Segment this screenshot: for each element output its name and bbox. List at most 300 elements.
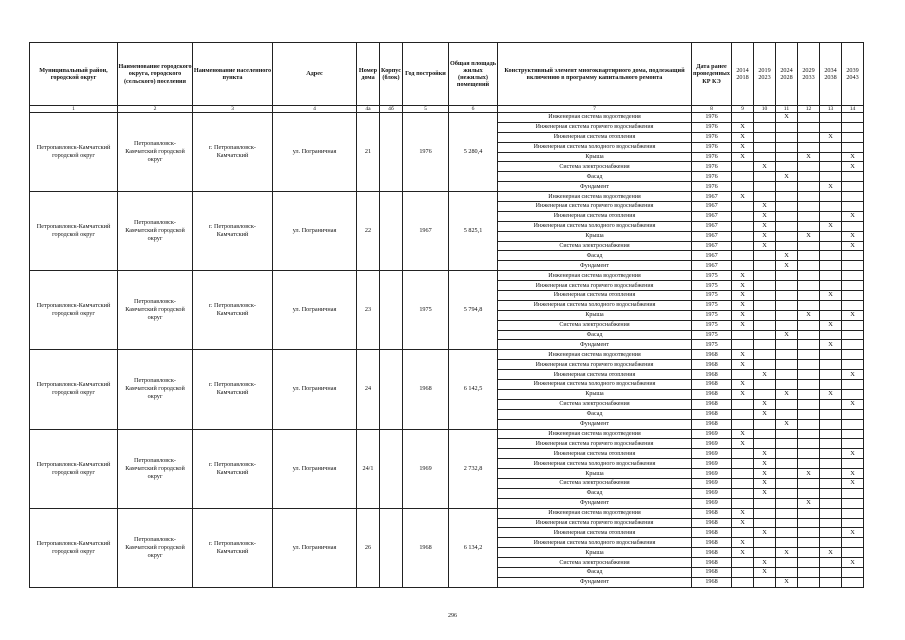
period-mark-cell: X (754, 241, 776, 251)
period-mark-cell (776, 429, 798, 439)
period-mark-cell: X (754, 488, 776, 498)
element-name-cell: Инженерная система холодного водоснабжения (498, 221, 692, 231)
period-mark-cell (776, 558, 798, 568)
period-mark-cell (776, 271, 798, 281)
period-mark-cell (842, 548, 864, 558)
period-mark-cell (798, 320, 820, 330)
period-mark-cell: X (776, 113, 798, 123)
period-mark-cell (798, 162, 820, 172)
period-mark-cell (776, 182, 798, 192)
period-mark-cell (776, 320, 798, 330)
period-mark-cell: X (776, 172, 798, 182)
element-name-cell: Система электроснабжения (498, 478, 692, 488)
column-index-cell: 8 (692, 106, 732, 113)
block-cell (380, 350, 403, 429)
element-name-cell: Инженерная система водоотведения (498, 508, 692, 518)
prior-repair-cell: 1975 (692, 291, 732, 301)
period-mark-cell (842, 192, 864, 202)
column-index-cell: 4а (357, 106, 380, 113)
period-mark-cell (754, 182, 776, 192)
period-mark-cell (842, 291, 864, 301)
period-mark-cell (798, 439, 820, 449)
period-mark-cell (798, 558, 820, 568)
column-index-cell: 12 (798, 106, 820, 113)
period-mark-cell (732, 528, 754, 538)
prior-repair-cell: 1969 (692, 488, 732, 498)
element-name-cell: Крыша (498, 231, 692, 241)
period-mark-cell: X (754, 567, 776, 577)
period-mark-cell (798, 271, 820, 281)
address-cell: ул. Пограничная (273, 271, 357, 350)
col-period-header: 2034 2038 (820, 43, 842, 106)
element-name-cell: Инженерная система отопления (498, 449, 692, 459)
prior-repair-cell: 1976 (692, 172, 732, 182)
period-mark-cell: X (754, 528, 776, 538)
period-mark-cell (820, 172, 842, 182)
prior-repair-cell: 1969 (692, 439, 732, 449)
period-mark-cell: X (798, 469, 820, 479)
locality-cell: г. Петропавловск-Камчатский (193, 271, 273, 350)
building-group (30, 192, 864, 271)
period-mark-cell: X (820, 320, 842, 330)
period-mark-cell: X (776, 261, 798, 271)
page-number: 296 (448, 613, 457, 619)
period-mark-cell (754, 360, 776, 370)
element-name-cell: Крыша (498, 548, 692, 558)
column-index-cell: 1 (30, 106, 118, 113)
period-mark-cell (776, 202, 798, 212)
period-mark-cell: X (842, 469, 864, 479)
period-mark-cell (820, 488, 842, 498)
area-cell: 5 794,8 (449, 271, 498, 350)
municipal-cell: Петропавловск-Камчатский городской округ (30, 113, 118, 192)
build-year-cell: 1976 (403, 113, 449, 192)
col-period-header: 2014 2018 (732, 43, 754, 106)
period-mark-cell (798, 142, 820, 152)
period-mark-cell (798, 399, 820, 409)
area-cell: 6 134,2 (449, 508, 498, 587)
period-mark-cell (842, 350, 864, 360)
element-name-cell: Фасад (498, 330, 692, 340)
period-mark-cell (732, 340, 754, 350)
period-mark-cell (776, 162, 798, 172)
prior-repair-cell: 1968 (692, 360, 732, 370)
prior-repair-cell: 1968 (692, 370, 732, 380)
build-year-cell: 1975 (403, 271, 449, 350)
period-mark-cell: X (732, 310, 754, 320)
period-mark-cell (776, 488, 798, 498)
period-mark-cell: X (732, 291, 754, 301)
house-number-cell: 26 (357, 508, 380, 587)
element-name-cell: Фасад (498, 488, 692, 498)
element-name-cell: Фундамент (498, 577, 692, 587)
period-mark-cell: X (732, 271, 754, 281)
period-mark-cell (842, 488, 864, 498)
period-mark-cell (776, 538, 798, 548)
period-mark-cell (798, 380, 820, 390)
period-mark-cell: X (776, 548, 798, 558)
period-mark-cell (798, 429, 820, 439)
period-mark-cell: X (842, 399, 864, 409)
period-mark-cell (776, 459, 798, 469)
period-mark-cell (842, 320, 864, 330)
period-mark-cell (776, 340, 798, 350)
period-mark-cell (776, 478, 798, 488)
element-name-cell: Система электроснабжения (498, 399, 692, 409)
period-mark-cell (820, 577, 842, 587)
period-mark-cell: X (798, 310, 820, 320)
period-mark-cell (776, 370, 798, 380)
period-mark-cell (732, 330, 754, 340)
municipal-cell: Петропавловск-Камчатский городской округ (30, 508, 118, 587)
element-name-cell: Инженерная система отопления (498, 132, 692, 142)
period-mark-cell (754, 508, 776, 518)
element-name-cell: Инженерная система отопления (498, 291, 692, 301)
period-mark-cell (798, 548, 820, 558)
col-address-header: Адрес (273, 43, 357, 106)
period-mark-cell: X (732, 360, 754, 370)
period-mark-cell: X (732, 538, 754, 548)
prior-repair-cell: 1968 (692, 350, 732, 360)
period-mark-cell (842, 419, 864, 429)
period-mark-cell (798, 449, 820, 459)
period-mark-cell (798, 172, 820, 182)
period-mark-cell (842, 261, 864, 271)
period-mark-cell (776, 508, 798, 518)
period-mark-cell (820, 310, 842, 320)
period-mark-cell (732, 241, 754, 251)
period-mark-cell: X (776, 389, 798, 399)
period-mark-cell (820, 211, 842, 221)
period-mark-cell: X (754, 469, 776, 479)
header-row (30, 43, 864, 106)
area-cell: 5 825,1 (449, 192, 498, 271)
col-period-header: 2024 2028 (776, 43, 798, 106)
prior-repair-cell: 1975 (692, 271, 732, 281)
period-mark-cell: X (732, 152, 754, 162)
period-mark-cell (842, 271, 864, 281)
period-mark-cell (776, 409, 798, 419)
period-mark-cell (754, 577, 776, 587)
period-mark-cell (754, 142, 776, 152)
address-cell: ул. Пограничная (273, 350, 357, 429)
period-mark-cell (732, 172, 754, 182)
block-cell (380, 429, 403, 508)
period-mark-cell (798, 370, 820, 380)
period-mark-cell (820, 281, 842, 291)
period-mark-cell (820, 538, 842, 548)
element-name-cell: Фасад (498, 567, 692, 577)
period-mark-cell: X (842, 528, 864, 538)
element-name-cell: Крыша (498, 152, 692, 162)
period-mark-cell: X (754, 211, 776, 221)
element-name-cell: Инженерная система горячего водоснабжения (498, 518, 692, 528)
period-mark-cell (820, 459, 842, 469)
period-mark-cell: X (732, 518, 754, 528)
element-name-cell: Инженерная система водоотведения (498, 350, 692, 360)
period-mark-cell (754, 350, 776, 360)
element-name-cell: Фундамент (498, 419, 692, 429)
period-mark-cell: X (754, 162, 776, 172)
element-name-cell: Инженерная система горячего водоснабжения (498, 360, 692, 370)
prior-repair-cell: 1975 (692, 310, 732, 320)
period-mark-cell (842, 122, 864, 132)
period-mark-cell (798, 281, 820, 291)
period-mark-cell (754, 380, 776, 390)
period-mark-cell (798, 300, 820, 310)
period-mark-cell (732, 469, 754, 479)
period-mark-cell (798, 459, 820, 469)
capital-repair-table (29, 42, 864, 588)
element-name-cell: Инженерная система холодного водоснабжения (498, 300, 692, 310)
period-mark-cell (820, 142, 842, 152)
prior-repair-cell: 1968 (692, 558, 732, 568)
period-mark-cell: X (842, 231, 864, 241)
column-index-cell: 2 (118, 106, 193, 113)
period-mark-cell (842, 221, 864, 231)
period-mark-cell (820, 449, 842, 459)
period-mark-cell (798, 518, 820, 528)
municipal-cell: Петропавловск-Камчатский городской округ (30, 350, 118, 429)
period-mark-cell (776, 291, 798, 301)
period-mark-cell (754, 291, 776, 301)
table-row (30, 271, 864, 281)
period-mark-cell (798, 291, 820, 301)
column-index-cell: 4б (380, 106, 403, 113)
prior-repair-cell: 1976 (692, 142, 732, 152)
period-mark-cell: X (842, 162, 864, 172)
col-area-header: Общая площадь жилых (нежилых) помещений (449, 43, 498, 106)
period-mark-cell (820, 330, 842, 340)
col-period-header: 2029 2033 (798, 43, 820, 106)
prior-repair-cell: 1968 (692, 548, 732, 558)
period-mark-cell (820, 380, 842, 390)
period-mark-cell: X (842, 310, 864, 320)
locality-cell: г. Петропавловск-Камчатский (193, 192, 273, 271)
settlement-cell: Петропавловск-Камчатский городской округ (118, 192, 193, 271)
element-name-cell: Инженерная система горячего водоснабжения (498, 439, 692, 449)
period-mark-cell (842, 300, 864, 310)
building-group (30, 271, 864, 350)
building-group (30, 350, 864, 429)
element-name-cell: Инженерная система водоотведения (498, 192, 692, 202)
period-mark-cell (820, 498, 842, 508)
period-mark-cell (754, 548, 776, 558)
element-name-cell: Система электроснабжения (498, 241, 692, 251)
prior-repair-cell: 1975 (692, 281, 732, 291)
period-mark-cell: X (820, 182, 842, 192)
block-cell (380, 192, 403, 271)
period-mark-cell (798, 577, 820, 587)
period-mark-cell (798, 211, 820, 221)
column-index-cell: 3 (193, 106, 273, 113)
period-mark-cell: X (776, 330, 798, 340)
period-mark-cell: X (754, 459, 776, 469)
prior-repair-cell: 1967 (692, 231, 732, 241)
prior-repair-cell: 1976 (692, 162, 732, 172)
period-mark-cell (798, 202, 820, 212)
period-mark-cell (820, 419, 842, 429)
period-mark-cell (754, 192, 776, 202)
period-mark-cell: X (732, 281, 754, 291)
period-mark-cell (820, 429, 842, 439)
element-name-cell: Инженерная система холодного водоснабжения (498, 538, 692, 548)
period-mark-cell (776, 528, 798, 538)
period-mark-cell (776, 380, 798, 390)
register-sheet (29, 42, 863, 588)
period-mark-cell: X (732, 350, 754, 360)
period-mark-cell (820, 251, 842, 261)
period-mark-cell (842, 132, 864, 142)
prior-repair-cell: 1967 (692, 261, 732, 271)
element-name-cell: Крыша (498, 469, 692, 479)
period-mark-cell (842, 251, 864, 261)
period-mark-cell: X (732, 142, 754, 152)
period-mark-cell (776, 142, 798, 152)
period-mark-cell: X (732, 429, 754, 439)
element-name-cell: Инженерная система отопления (498, 528, 692, 538)
period-mark-cell (798, 360, 820, 370)
prior-repair-cell: 1968 (692, 389, 732, 399)
prior-repair-cell: 1976 (692, 182, 732, 192)
period-mark-cell (754, 113, 776, 123)
element-name-cell: Инженерная система водоотведения (498, 113, 692, 123)
period-mark-cell: X (842, 449, 864, 459)
period-mark-cell (820, 567, 842, 577)
period-mark-cell (776, 399, 798, 409)
prior-repair-cell: 1969 (692, 478, 732, 488)
period-mark-cell (820, 469, 842, 479)
area-cell: 2 732,8 (449, 429, 498, 508)
address-cell: ул. Пограничная (273, 429, 357, 508)
period-mark-cell (754, 419, 776, 429)
prior-repair-cell: 1968 (692, 528, 732, 538)
col-block-header: Корпус (блок) (380, 43, 403, 106)
column-index-cell: 13 (820, 106, 842, 113)
element-name-cell: Инженерная система горячего водоснабжения (498, 202, 692, 212)
period-mark-cell: X (754, 221, 776, 231)
period-mark-cell (754, 281, 776, 291)
element-name-cell: Инженерная система горячего водоснабжения (498, 281, 692, 291)
house-number-cell: 22 (357, 192, 380, 271)
period-mark-cell: X (732, 300, 754, 310)
prior-repair-cell: 1968 (692, 508, 732, 518)
period-mark-cell (820, 152, 842, 162)
column-index-cell: 14 (842, 106, 864, 113)
period-mark-cell (842, 340, 864, 350)
element-name-cell: Инженерная система отопления (498, 370, 692, 380)
address-cell: ул. Пограничная (273, 508, 357, 587)
prior-repair-cell: 1967 (692, 251, 732, 261)
period-mark-cell: X (820, 221, 842, 231)
period-mark-cell (754, 271, 776, 281)
period-mark-cell (732, 498, 754, 508)
locality-cell: г. Петропавловск-Камчатский (193, 113, 273, 192)
settlement-cell: Петропавловск-Камчатский городской округ (118, 350, 193, 429)
locality-cell: г. Петропавловск-Камчатский (193, 429, 273, 508)
period-mark-cell: X (842, 558, 864, 568)
period-mark-cell: X (732, 439, 754, 449)
building-group (30, 113, 864, 192)
element-name-cell: Фундамент (498, 498, 692, 508)
period-mark-cell (798, 340, 820, 350)
element-name-cell: Инженерная система отопления (498, 211, 692, 221)
building-group (30, 508, 864, 587)
period-mark-cell (732, 399, 754, 409)
period-mark-cell (798, 478, 820, 488)
column-index-cell: 10 (754, 106, 776, 113)
period-mark-cell (754, 320, 776, 330)
prior-repair-cell: 1969 (692, 449, 732, 459)
period-mark-cell (820, 122, 842, 132)
period-mark-cell (798, 508, 820, 518)
period-mark-cell (798, 350, 820, 360)
municipal-cell: Петропавловск-Камчатский городской округ (30, 271, 118, 350)
block-cell (380, 508, 403, 587)
period-mark-cell (754, 429, 776, 439)
period-mark-cell (732, 162, 754, 172)
period-mark-cell: X (842, 370, 864, 380)
block-cell (380, 113, 403, 192)
period-mark-cell (754, 389, 776, 399)
prior-repair-cell: 1975 (692, 300, 732, 310)
period-mark-cell (754, 251, 776, 261)
period-mark-cell: X (820, 548, 842, 558)
table-row (30, 508, 864, 518)
period-mark-cell (776, 300, 798, 310)
period-mark-cell: X (754, 370, 776, 380)
period-mark-cell (820, 113, 842, 123)
col-period-header: 2019 2023 (754, 43, 776, 106)
settlement-cell: Петропавловск-Камчатский городской округ (118, 113, 193, 192)
period-mark-cell (842, 439, 864, 449)
period-mark-cell (820, 231, 842, 241)
period-mark-cell (776, 498, 798, 508)
period-mark-cell (754, 538, 776, 548)
period-mark-cell (820, 192, 842, 202)
period-mark-cell (820, 478, 842, 488)
period-mark-cell: X (732, 508, 754, 518)
period-mark-cell: X (842, 478, 864, 488)
col-municipal-header: Муниципальный район, городской округ (30, 43, 118, 106)
period-mark-cell (820, 439, 842, 449)
period-mark-cell: X (798, 231, 820, 241)
period-mark-cell (776, 192, 798, 202)
prior-repair-cell: 1975 (692, 320, 732, 330)
element-name-cell: Инженерная система холодного водоснабжения (498, 459, 692, 469)
period-mark-cell (842, 330, 864, 340)
period-mark-cell (842, 360, 864, 370)
period-mark-cell (732, 419, 754, 429)
period-mark-cell (842, 518, 864, 528)
period-mark-cell: X (842, 152, 864, 162)
building-group (30, 429, 864, 508)
column-index-cell: 11 (776, 106, 798, 113)
period-mark-cell (732, 202, 754, 212)
settlement-cell: Петропавловск-Камчатский городской округ (118, 429, 193, 508)
prior-repair-cell: 1968 (692, 518, 732, 528)
element-name-cell: Инженерная система холодного водоснабжения (498, 142, 692, 152)
element-name-cell: Инженерная система водоотведения (498, 271, 692, 281)
col-settlement-header: Наименование городского округа, городского (сельского) поселения (118, 43, 193, 106)
period-mark-cell (732, 113, 754, 123)
period-mark-cell: X (732, 380, 754, 390)
col-house-header: Номер дома (357, 43, 380, 106)
period-mark-cell (842, 113, 864, 123)
prior-repair-cell: 1969 (692, 429, 732, 439)
table-row (30, 113, 864, 123)
period-mark-cell (732, 370, 754, 380)
